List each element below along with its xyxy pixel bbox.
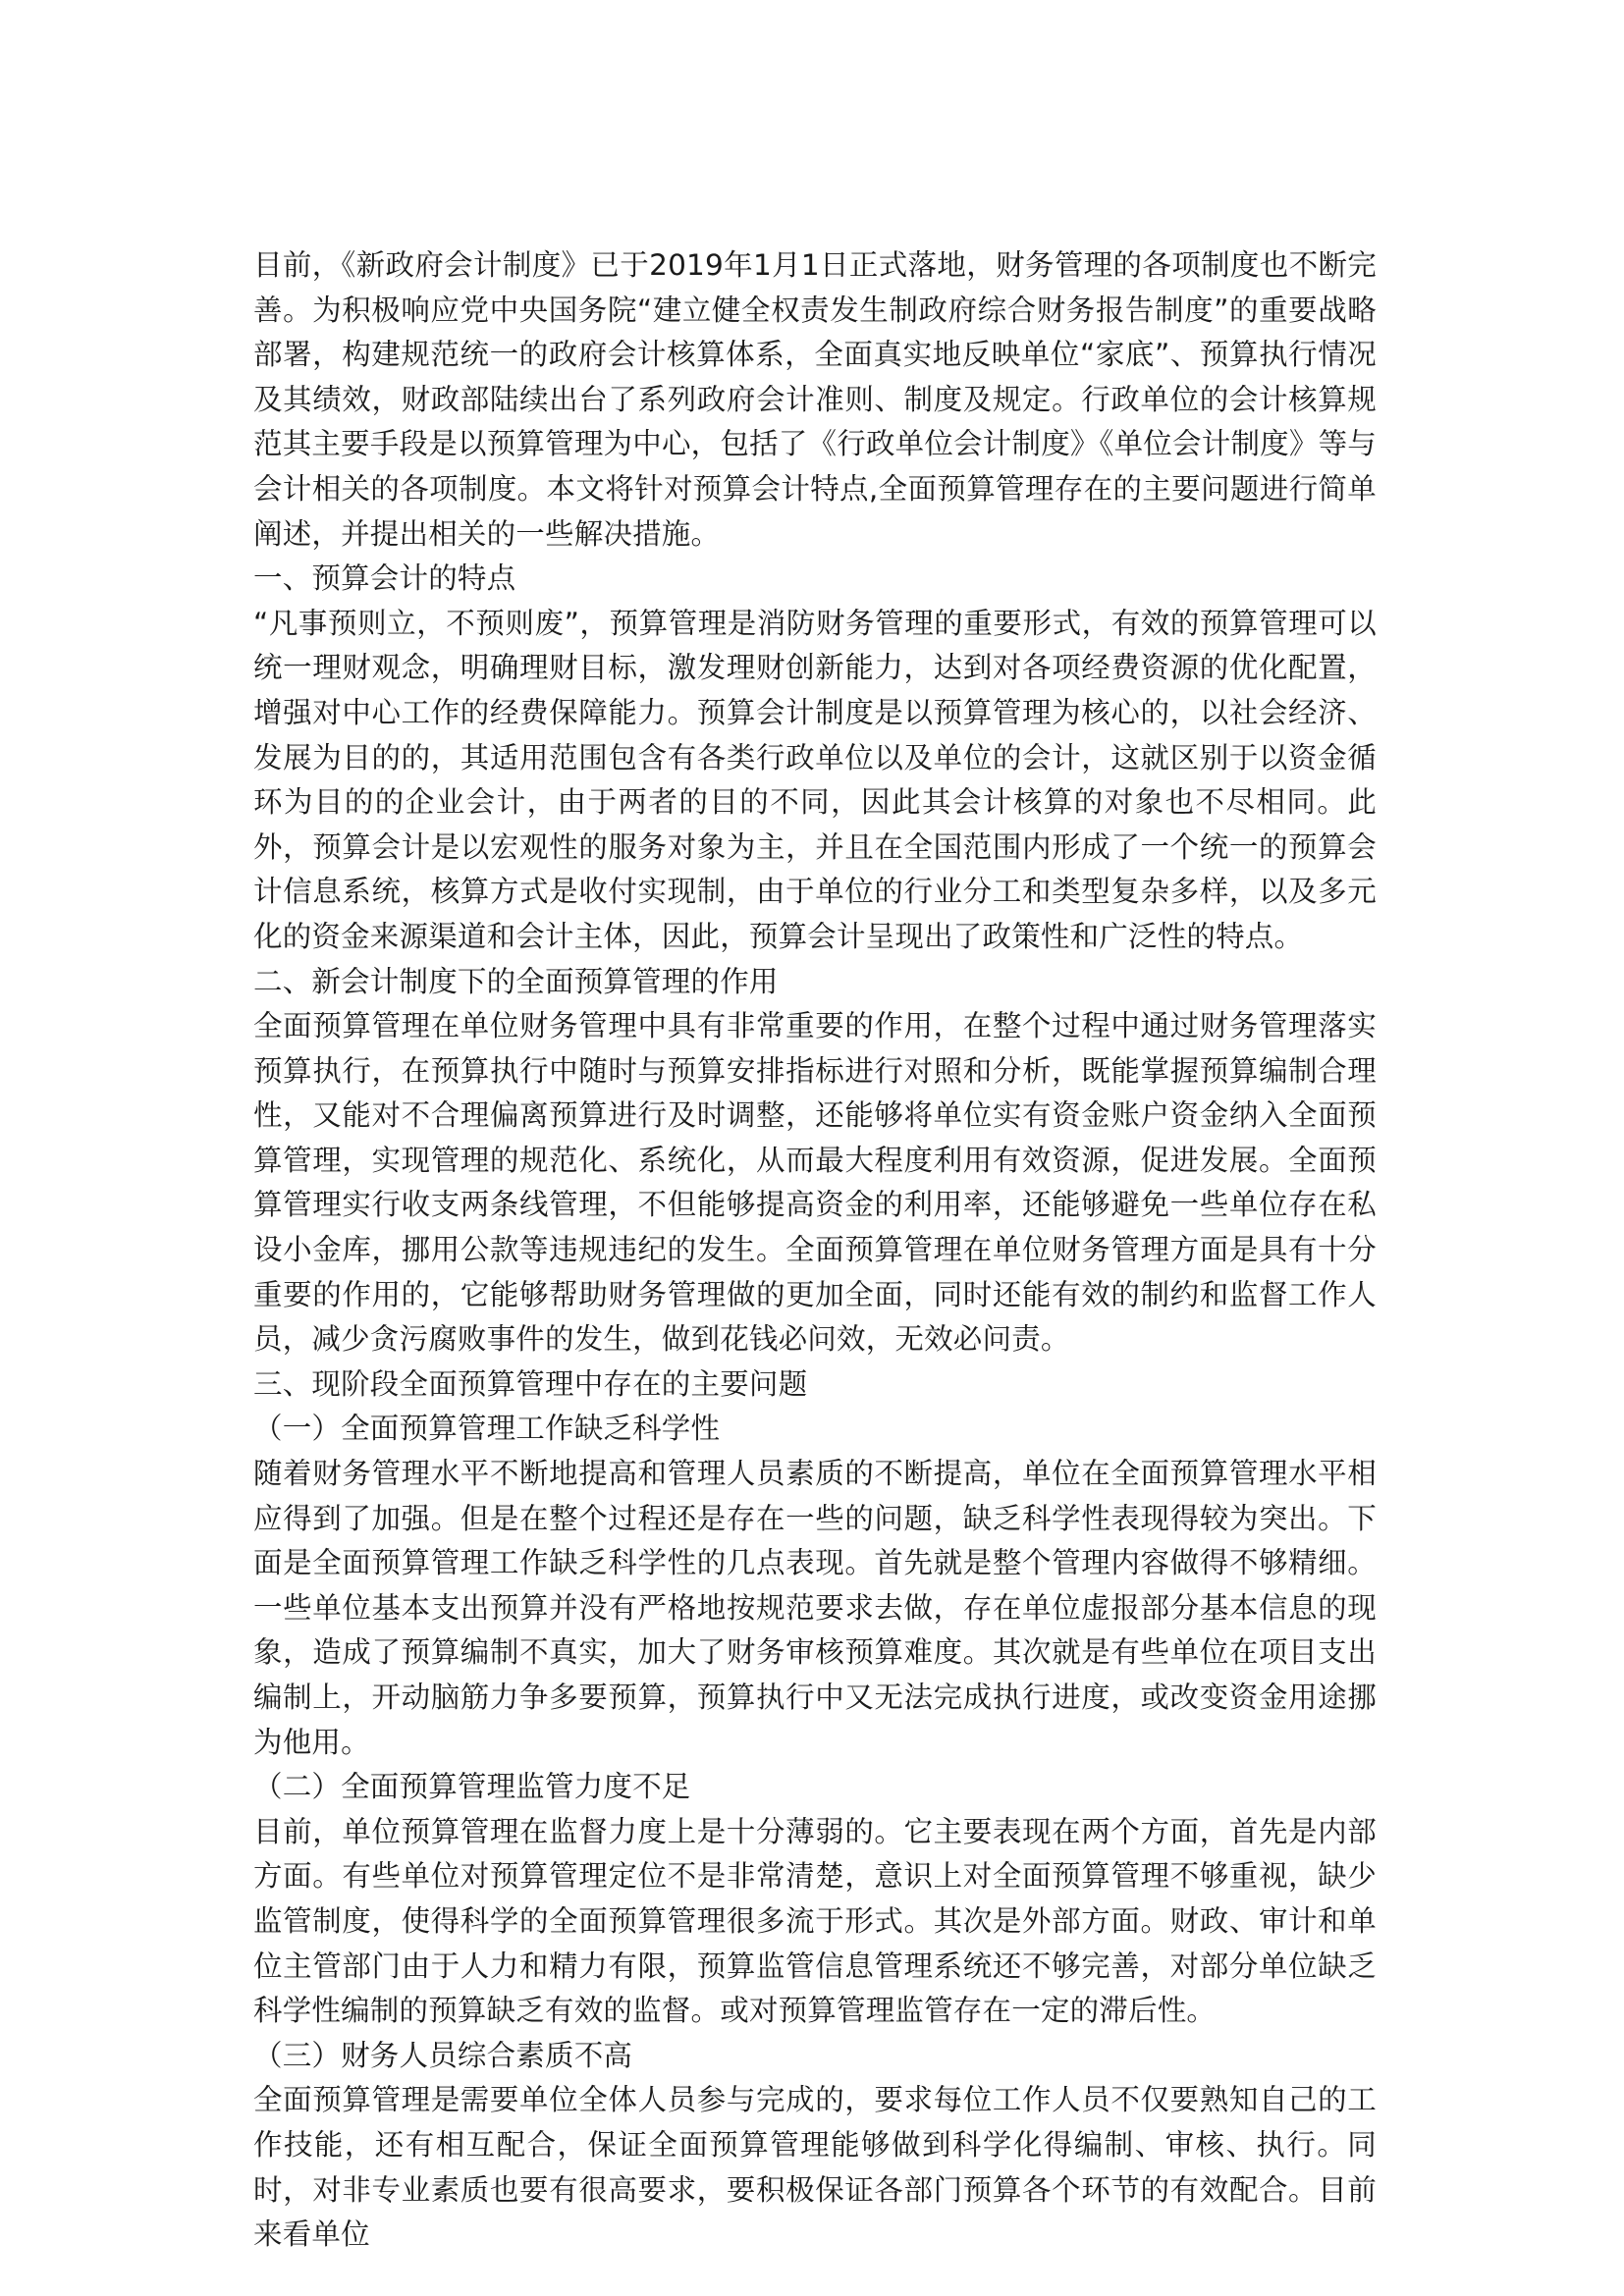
section-heading-3: 三、现阶段全面预算管理中存在的主要问题 [253,1366,808,1401]
subsection-heading-3-1: （一）全面预算管理工作缺乏科学性 [253,1412,721,1446]
subsection-3-2-paragraph: 目前，单位预算管理在监督力度上是十分薄弱的。它主要表现在两个方面，首先是内部方面。有些单位对预算管理定位不是非常清楚，意识上对全面预算管理不够重视，缺少监管制度，使得科学的全面预算管理很多流于形式。其次是外部方面。财政、审计和单位主管部门由于人力和精力有限，预算监管信息管理系统还不够完善，对部分单位缺乏科学性编制的预算缺乏有效的监督。或对预算管理监管存在一定的滞后性。 [253,1814,1377,2028]
subsection-heading-3-3: （三）财务人员综合素质不高 [253,2038,633,2072]
section-2-paragraph: 全面预算管理在单位财务管理中具有非常重要的作用，在整个过程中通过财务管理落实预算执行，在预算执行中随时与预算安排指标进行对照和分析，既能掌握预算编制合理性，又能对不合理偏离预算进行及时调整，还能够将单位实有资金账户资金纳入全面预算管理，实现管理的规范化、系统化，从而最大程度利用有效资源，促进发展。全面预算管理实行收支两条线管理，不但能够提高资金的利用率，还能够避免一些单位存在私设小金库，挪用公款等违规违纪的发生。全面预算管理在单位财务管理方面是具有十分重要的作用的，它能够帮助财务管理做的更加全面，同时还能有效的制约和监督工作人员，减少贪污腐败事件的发生，做到花钱必问效，无效必问责。 [253,1009,1377,1357]
subsection-3-1-paragraph: 随着财务管理水平不断地提高和管理人员素质的不断提高，单位在全面预算管理水平相应得到了加强。但是在整个过程还是存在一些的问题，缺乏科学性表现得较为突出。下面是全面预算管理工作缺乏科学性的几点表现。首先就是整个管理内容做得不够精细。一些单位基本支出预算并没有严格地按规范要求去做，存在单位虚报部分基本信息的现象，造成了预算编制不真实，加大了财务审核预算难度。其次就是有些单位在项目支出编制上，开动脑筋力争多要预算，预算执行中又无法完成执行进度，或改变资金用途挪为他用。 [253,1457,1377,1759]
document-body [253,243,1377,2258]
subsection-heading-3-2: （二）全面预算管理监管力度不足 [253,1770,691,1804]
section-heading-1: 一、预算会计的特点 [253,561,516,596]
section-1-paragraph: “凡事预则立，不预则废”，预算管理是消防财务管理的重要形式，有效的预算管理可以统一理财观念，明确理财目标，激发理财创新能力，达到对各项经费资源的优化配置，增强对中心工作的经费保障能力。预算会计制度是以预算管理为核心的，以社会经济、发展为目的的，其适用范围包含有各类行政单位以及单位的会计，这就区别于以资金循环为目的的企业会计，由于两者的目的不同，因此其会计核算的对象也不尽相同。此外，预算会计是以宏观性的服务对象为主，并且在全国范围内形成了一个统一的预算会计信息系统，核算方式是收付实现制，由于单位的行业分工和类型复杂多样，以及多元化的资金来源渠道和会计主体，因此，预算会计呈现出了政策性和广泛性的特点。 [253,606,1377,953]
intro-paragraph: 目前，《新政府会计制度》已于2019年1月1日正式落地，财务管理的各项制度也不断完善。为积极响应党中央国务院“建立健全权责发生制政府综合财务报告制度”的重要战略部署，构建规范统一的政府会计核算体系，全面真实地反映单位“家底”、预算执行情况及其绩效，财政部陆续出台了系列政府会计准则、制度及规定。行政单位的会计核算规范其主要手段是以预算管理为中心，包括了《行政单位会计制度》《单位会计制度》等与会计相关的各项制度。本文将针对预算会计特点,全面预算管理存在的主要问题进行简单阐述，并提出相关的一些解决措施。 [253,248,1377,551]
subsection-3-3-paragraph: 全面预算管理是需要单位全体人员参与完成的，要求每位工作人员不仅要熟知自己的工作技能，还有相互配合，保证全面预算管理能够做到科学化得编制、审核、执行。同时，对非专业素质也要有很高要求，要积极保证各部门预算各个环节的有效配合。目前来看单位 [253,2083,1377,2252]
section-heading-2: 二、新会计制度下的全面预算管理的作用 [253,964,779,998]
